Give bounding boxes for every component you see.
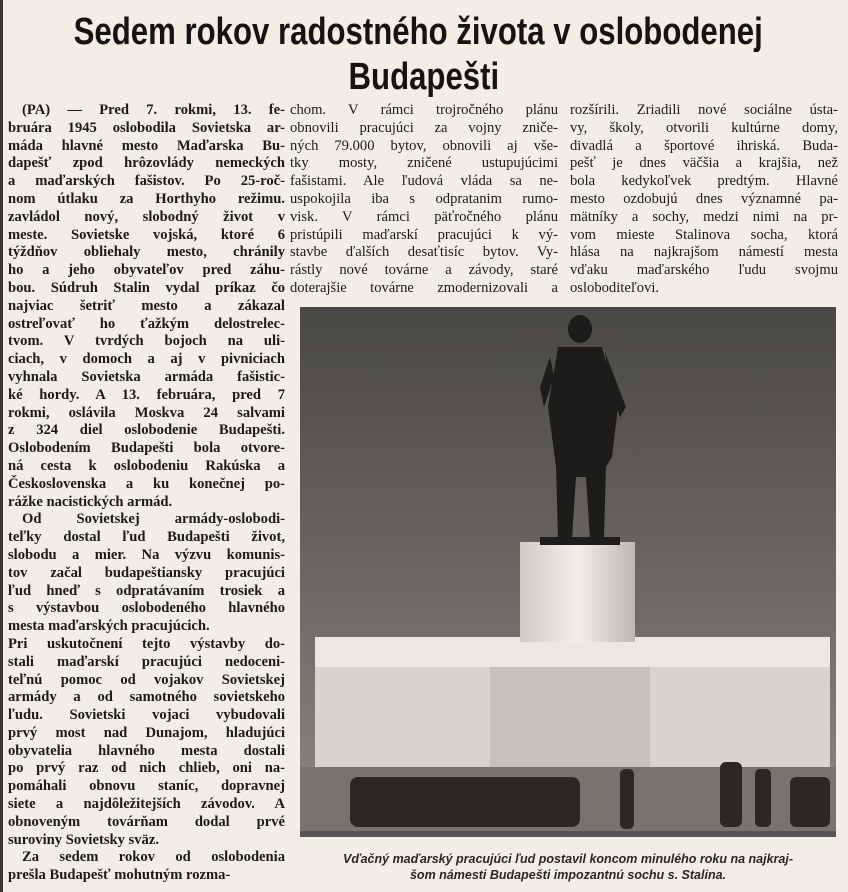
text-line: vom mieste Stalinova socha, ktorá [570, 226, 838, 243]
text-line: mesto ozdobujú dnes významné pa- [570, 190, 838, 207]
text-line: pristúpili maďarskí pracujúci k vý- [290, 226, 558, 243]
text-line: teľky dostal ľud Budapešti život, [8, 529, 285, 546]
caption-line: Vďačný maďarský pracujúci ľud postavil koncom minulého roku na najkraj- [343, 852, 793, 866]
text-line: tky mosty, zničené ustupujúcimi [290, 155, 558, 172]
stalin-statue-photo [300, 307, 836, 837]
text-line: stali maďarskí pracujúci nedoceni- [8, 653, 285, 670]
text-line: Oslobodením Budapešti bola otvore- [8, 440, 285, 457]
text-line: najviac šetriť mesto a zákazal [8, 297, 285, 314]
text-line: obnovili pracujúci za vojny zniče- [290, 119, 558, 136]
text-line: tvom. V tvrdých bojoch na uli- [8, 333, 285, 350]
text-line: prvý most nad Dunajom, hladujúci [8, 724, 285, 741]
text-line: dapešť zpod hrôzovlády nemeckých [8, 155, 285, 172]
text-line: ciach, v domoch a aj v pivniciach [8, 351, 285, 368]
pedestal [520, 542, 635, 642]
text-line: ké hordy. A 13. februára, pred 7 [8, 386, 285, 403]
text-line: pomáhali obnovu staníc, dopravnej [8, 778, 285, 795]
text-line: tov začal budapeštiansky pracujúci [8, 564, 285, 581]
text-line: Od Sovietskej armády-oslobodi- [22, 511, 285, 528]
text-line: nom útlaku za Horthyho režimu. [8, 190, 285, 207]
text-line: rástly nové továrne a závody, staré [290, 262, 558, 279]
text-line: siete a najdôležitejších závodov. A [8, 796, 285, 813]
text-line: ľud hneď s odpratávaním trosiek a [8, 582, 285, 599]
photo-caption [300, 851, 836, 883]
text-line: Za sedem rokov od oslobodenia [22, 849, 285, 866]
text-line: mesta maďarských pracujúcich. [8, 618, 210, 635]
text-line: ostreľovať ho ťažkým delostrelec- [8, 315, 285, 332]
headline-text: Budapešti [348, 56, 500, 98]
text-line: uspokojila iba s odpratanim rumo- [290, 190, 558, 207]
text-line: stavbe ďalších desaťtisíc bytov. Vy- [290, 244, 558, 261]
text-line: osloboditeľovi. [570, 279, 660, 296]
text-line: bruára 1945 oslobodila Sovietska ar- [8, 119, 285, 136]
headline-line-1 [0, 10, 842, 54]
text-line: doterajšie továrne zmodernizovali a [290, 279, 558, 296]
article-column-2 [290, 102, 558, 298]
text-line: meste. Sovietske vojská, ktoré 6 [8, 226, 285, 243]
text-line: po prvý raz od nich chlieb, oni na- [8, 760, 285, 777]
headline-text: Sedem rokov radostného života v oslobodenej [73, 11, 763, 53]
text-line: teľnú pomoc od vojakov Sovietskej [8, 671, 285, 688]
text-line: ná cesta k oslobodeniu Rakúska a [8, 457, 285, 474]
text-line: hlása na najkrajšom námestí mesta [570, 244, 838, 261]
text-line: fašistami. Ale ľudová vláda sa ne- [290, 173, 558, 190]
text-line: mätníky a sochy, medzi nimi na pr- [570, 208, 838, 225]
tribune [315, 637, 830, 767]
text-line: ho a jeho obyvateľov pred záhu- [8, 262, 285, 279]
text-line: visk. V rámci päťročného plánu [290, 208, 558, 225]
text-line: zavládol nový, slobodný život v [8, 208, 285, 225]
text-line: armády a od samotného sovietskeho [8, 689, 285, 706]
clipping-edge [0, 0, 3, 892]
text-line: z 324 diel oslobodenie Budapešti. [8, 422, 285, 439]
text-line: vyhnala Sovietska armáda fašistic- [8, 368, 285, 385]
text-line: obyvatelia hlavného mesta dostali [8, 742, 285, 759]
photo-border [300, 831, 836, 837]
text-line: prešla Budapešť mohutným rozma- [8, 867, 231, 884]
text-line: bola kedykoľvek predtým. Hlavné [570, 173, 838, 190]
text-line: a maďarských fašistov. Po 25-roč- [8, 173, 285, 190]
text-line: týždňov obliehaly mesto, chránily [8, 244, 285, 261]
text-line: bou. Súdruh Stalin vydal príkaz čo [8, 279, 285, 296]
text-line: (PA) — Pred 7. rokmi, 13. fe- [22, 102, 285, 118]
caption-line: šom námesti Budapešti impozantnú sochu s. Stalina. [409, 868, 727, 882]
article-column-1 [8, 102, 285, 885]
headline-line-2 [0, 55, 848, 99]
text-line: ľudu. Sovietski vojaci vybudovali [8, 707, 285, 724]
text-line: s výstavbou oslobodeného hlavného [8, 600, 285, 617]
text-line: ných 79.000 bytov, obnovili aj vše- [290, 137, 558, 154]
text-line: rozšírili. Zriadili nové sociálne ústa- [570, 102, 838, 118]
text-line: suroviny Sovietsky sväz. [8, 831, 159, 848]
text-line: Pri uskutočnení tejto výstavby do- [8, 635, 285, 652]
text-line: Československa a ku konečnej po- [8, 475, 285, 492]
text-line: rokmi, oslávila Moskva 24 salvami [8, 404, 285, 421]
article-column-3 [570, 102, 838, 298]
text-line: slobodu a mier. Na výzvu komunis- [8, 546, 285, 563]
text-line: chom. V rámci trojročného plánu [290, 102, 558, 118]
text-line: vy, školy, otvorili kultúrne domy, [570, 119, 838, 136]
text-line: máda hlavné mesto Maďarska Bu- [8, 137, 285, 154]
text-line: vďaku maďarského ľudu svojmu [570, 262, 838, 279]
text-line: rážke nacistických armád. [8, 493, 173, 510]
text-line: obnoveným továrňam dodal prvé [8, 813, 285, 830]
text-line: pešť je dnes väčšia a krajšia, než [570, 155, 838, 172]
text-line: divadlá a športové ihriská. Buda- [570, 137, 838, 154]
